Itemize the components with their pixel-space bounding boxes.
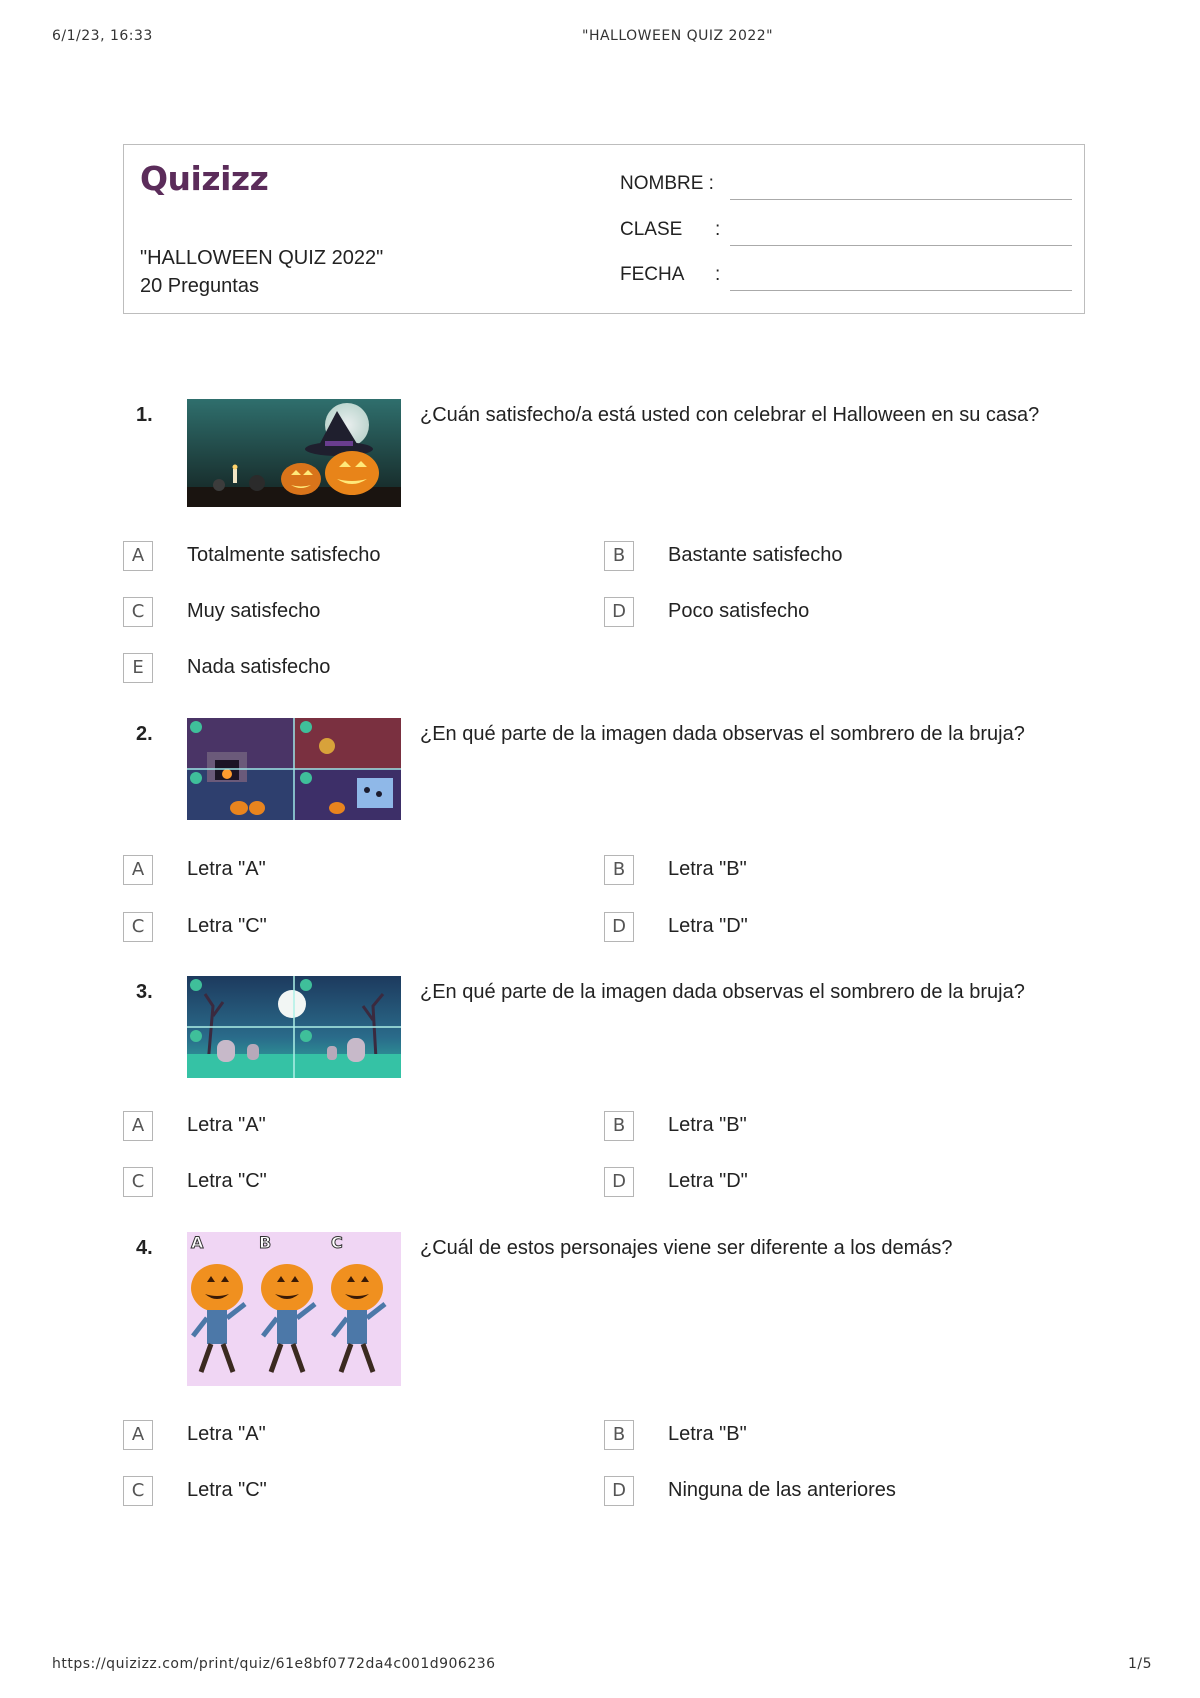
page-number: 1/5	[1127, 1656, 1152, 1672]
question-4-number: 4.	[136, 1237, 153, 1259]
option-text: Bastante satisfecho	[668, 544, 843, 566]
field-colon: :	[715, 219, 721, 240]
option-text: Poco satisfecho	[668, 600, 810, 622]
option-text: Letra "C"	[187, 1170, 267, 1192]
option-letter-badge: A	[123, 1111, 153, 1141]
option-letter-badge: D	[604, 597, 634, 627]
quiz-title: "HALLOWEEN QUIZ 2022"	[140, 247, 384, 269]
option-letter-badge: A	[123, 1420, 153, 1450]
option-letter-badge: B	[604, 855, 634, 885]
option-text: Letra "C"	[187, 1479, 267, 1501]
print-url: https://quizizz.com/print/quiz/61e8bf0772da4c001d906236	[52, 1656, 496, 1672]
option-letter-badge: B	[604, 541, 634, 571]
question-2-image	[187, 718, 401, 820]
option-text: Letra "C"	[187, 915, 267, 937]
option-text: Letra "B"	[668, 1423, 747, 1445]
character-label-b: B	[259, 1233, 272, 1252]
question-count: 20 Preguntas	[140, 275, 259, 297]
character-label-a: A	[191, 1233, 204, 1252]
option-text: Totalmente satisfecho	[187, 544, 381, 566]
option-text: Letra "D"	[668, 915, 748, 937]
option-text: Letra "B"	[668, 1114, 747, 1136]
character-label-c: C	[331, 1233, 343, 1252]
option-letter-badge: C	[123, 912, 153, 942]
option-letter-badge: A	[123, 541, 153, 571]
graveyard-quadrant-illustration	[187, 976, 401, 1078]
class-blank-line	[730, 245, 1072, 246]
worksheet-header	[123, 144, 1085, 314]
question-1-text: ¿Cuán satisfecho/a está usted con celebrar el Halloween en su casa?	[420, 404, 1040, 426]
field-label: NOMBRE :	[620, 173, 714, 194]
option-letter-badge: B	[604, 1111, 634, 1141]
field-colon: :	[715, 264, 721, 285]
date-blank-line	[730, 290, 1072, 291]
option-letter-badge: C	[123, 1476, 153, 1506]
question-1-image	[187, 399, 401, 507]
option-text: Letra "D"	[668, 1170, 748, 1192]
option-text: Muy satisfecho	[187, 600, 321, 622]
pumpkin-characters-illustration	[187, 1232, 401, 1386]
option-letter-badge: D	[604, 912, 634, 942]
option-letter-badge: E	[123, 653, 153, 683]
name-blank-line	[730, 199, 1072, 200]
question-3-number: 3.	[136, 981, 153, 1003]
option-letter-badge: C	[123, 597, 153, 627]
option-text: Nada satisfecho	[187, 656, 331, 678]
question-1-number: 1.	[136, 404, 153, 426]
question-2-text: ¿En qué parte de la imagen dada observas el sombrero de la bruja?	[420, 723, 1025, 745]
field-label: FECHA	[620, 264, 685, 285]
option-letter-badge: A	[123, 855, 153, 885]
print-title: "HALLOWEEN QUIZ 2022"	[582, 28, 774, 44]
option-text: Letra "B"	[668, 858, 747, 880]
halloween-pumpkins-illustration	[187, 399, 401, 507]
option-text: Ninguna de las anteriores	[668, 1479, 896, 1501]
option-letter-badge: D	[604, 1167, 634, 1197]
question-4-image	[187, 1232, 401, 1386]
question-4-text: ¿Cuál de estos personajes viene ser diferente a los demás?	[420, 1237, 953, 1259]
question-2-number: 2.	[136, 723, 153, 745]
option-letter-badge: C	[123, 1167, 153, 1197]
option-letter-badge: B	[604, 1420, 634, 1450]
option-text: Letra "A"	[187, 858, 266, 880]
question-3-text: ¿En qué parte de la imagen dada observas el sombrero de la bruja?	[420, 981, 1025, 1003]
question-3-image	[187, 976, 401, 1078]
print-datetime: 6/1/23, 16:33	[52, 28, 153, 44]
quizizz-logo: Quizizz	[140, 159, 269, 198]
option-text: Letra "A"	[187, 1114, 266, 1136]
option-text: Letra "A"	[187, 1423, 266, 1445]
option-letter-badge: D	[604, 1476, 634, 1506]
haunted-room-quadrant-illustration	[187, 718, 401, 820]
field-label: CLASE	[620, 219, 683, 240]
